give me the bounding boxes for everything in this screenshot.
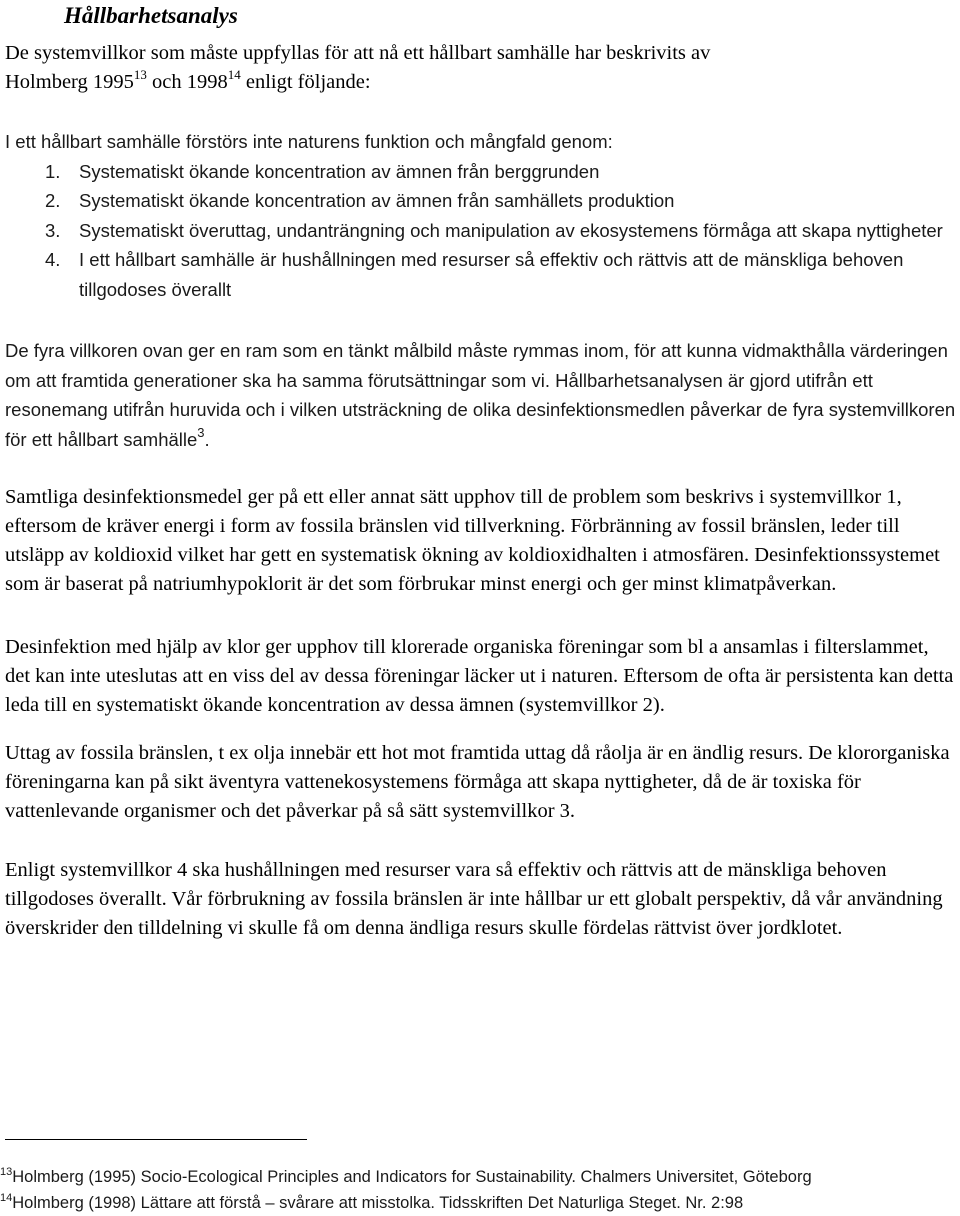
paragraph-chlorine: Desinfektion med hjälp av klor ger upphov till klorerade organiska föreningar som bl a ansamlas i filterslammet, det kan inte uteslutas att en viss del av dessa föreningar läcker ut i naturen. Eftersom de ofta är persistenta kan detta leda till en systematiskt ökande koncentration av dessa ämnen (systemvillkor 2). xyxy=(5,636,954,716)
footnote-ref-13[interactable]: 13 xyxy=(133,67,147,83)
list-item xyxy=(5,157,957,187)
footnotes xyxy=(0,1164,960,1216)
footnote-ref-3[interactable]: 3 xyxy=(197,425,205,441)
section-heading: Hållbarhetsanalys xyxy=(64,3,238,28)
list-item-number: 4. xyxy=(45,249,61,270)
intro-text-2: Holmberg 1995 xyxy=(5,71,134,93)
footnote-number: 14 xyxy=(0,1191,13,1204)
intro-paragraph xyxy=(5,39,957,97)
intro-text-4: enligt följande: xyxy=(240,71,371,93)
paragraph-energy: Samtliga desinfektionsmedel ger på ett eller annat sätt upphov till de problem som beskrivs i systemvillkor 1, eftersom de kräver energi i form av fossila bränslen vid tillverkning. Förbränning av fossil bränslen, leder till utsläpp av koldioxid vilket har gett en systematisk ökning av koldioxidhalten i atmosfären. Desinfektionssystemet som är baserat på natriumhypoklorit är det som förbrukar minst energi och ger minst klimatpåverkan. xyxy=(5,486,940,595)
paragraph-fossil-fuels: Uttag av fossila bränslen, t ex olja innebär ett hot mot framtida uttag då råolja är en ändlig resurs. De klororganiska föreningarna kan på sikt äventyra vattenekosystemens förmåga att skapa nyttigheter, då de är toxiska för vattenlevande organismer och det påverkar på så sätt systemvillkor 3. xyxy=(5,742,950,822)
footnote-13 xyxy=(0,1164,960,1190)
footnote-14 xyxy=(0,1190,960,1216)
intro-text-3: och 1998 xyxy=(146,71,228,93)
footnote-text: Holmberg (1998) Lättare att förstå – svårare att misstolka. Tidsskriften Det Naturliga Steget. Nr. 2:98 xyxy=(12,1194,744,1212)
paragraph-end: . xyxy=(204,428,210,450)
footnote-ref-14[interactable]: 14 xyxy=(227,67,241,83)
list-item-number: 2. xyxy=(45,190,61,211)
list-item-text: I ett hållbart samhälle är hushållningen med resurser så effektiv och rättvis att de mänskliga behoven tillgodoses överallt xyxy=(79,249,904,300)
footnote-number: 13 xyxy=(0,1165,13,1178)
list-item-text: Systematiskt ökande koncentration av ämnen från samhällets produktion xyxy=(79,190,675,211)
document-page xyxy=(5,0,957,943)
system-conditions-list xyxy=(5,157,957,305)
paragraph-condition-four: Enligt systemvillkor 4 ska hushållningen med resurser vara så effektiv och rättvis att de mänskliga behoven tillgodoses överallt. Vår förbrukning av fossila bränslen är inte hållbar ur ett globalt perspektiv, då vår användning överskrider den tilldelning vi skulle få om denna ändliga resurs skulle fördelas rättvist över jordklotet. xyxy=(5,859,943,939)
paragraph-text: De fyra villkoren ovan ger en ram som en tänkt målbild måste rymmas inom, för att kunna vidmakthålla värderingen om att framtida generationer ska ha samma förutsättningar som vi. Hållbarhetsanalysen är gjord utifrån ett resonemang utifrån huruvida och i vilken utsträckning de olika desinfektionsmedlen påverkar de fyra systemvillkoren för ett hållbart samhälle xyxy=(5,340,956,450)
list-item xyxy=(5,186,957,216)
intro-text-1: De systemvillkor som måste uppfyllas för att nå ett hållbart samhälle har beskrivits av xyxy=(5,42,711,64)
list-item-number: 3. xyxy=(45,219,61,241)
list-item-number: 1. xyxy=(45,160,61,182)
paragraph-four-conditions xyxy=(5,336,957,454)
list-item-text: Systematiskt överuttag, undanträngning och manipulation av ekosystemens förmåga att skapa nyttigheter xyxy=(79,219,943,241)
list-item xyxy=(5,245,957,304)
footnote-text: Holmberg (1995) Socio-Ecological Principles and Indicators for Sustainability. Chalmers Universitet, Göteborg xyxy=(12,1168,812,1186)
list-lead: I ett hållbart samhälle förstörs inte naturens funktion och mångfald genom: xyxy=(5,131,613,152)
list-item xyxy=(5,216,957,246)
footnote-divider xyxy=(5,1139,307,1140)
list-item-text: Systematiskt ökande koncentration av ämnen från berggrunden xyxy=(79,160,600,182)
